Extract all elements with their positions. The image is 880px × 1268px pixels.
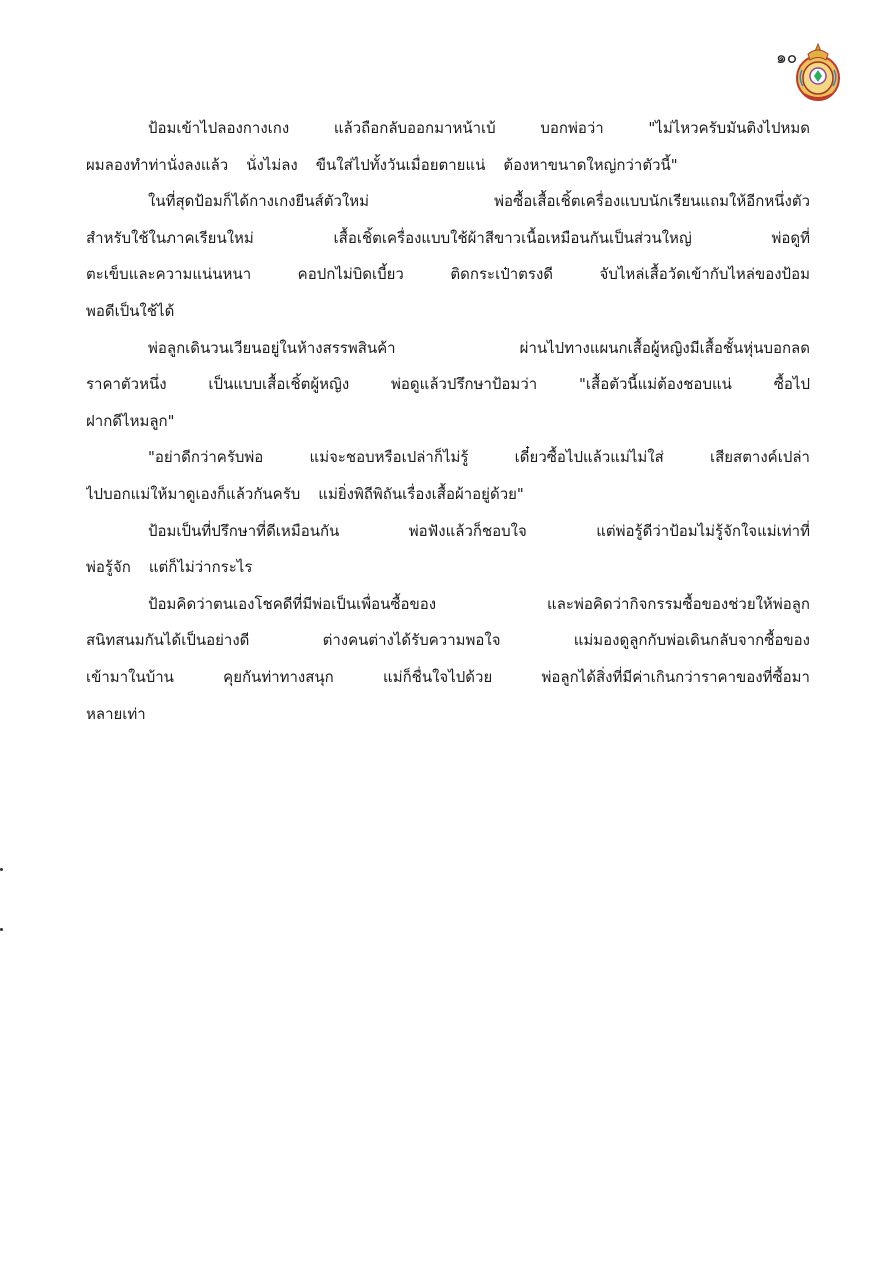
paragraph (86, 513, 810, 586)
text-segment: พ่อดูแล้วปรึกษาป้อมว่า (391, 375, 538, 394)
text-line (86, 439, 810, 476)
text-segment: เสื้อเชิ้ตเครื่องแบบใช้ผ้าสีขาวเนื้อเหมือนกันเป็นส่วนใหญ่ (333, 228, 692, 247)
text-line (86, 476, 810, 513)
text-line (86, 622, 810, 659)
text-segment: และพ่อคิดว่ากิจกรรมซื้อของช่วยให้พ่อลูก (547, 594, 810, 613)
text-line (86, 366, 810, 403)
text-segment: พ่อฟังแล้วก็ชอบใจ (408, 521, 527, 540)
text-segment: ผ่านไปทางแผนกเสื้อผู้หญิงมีเสื้อชั้นหุ่นบอกลด (519, 338, 810, 357)
text-line (86, 147, 810, 184)
text-segment: ผมลองทำท่านั่งลงแล้ว (86, 155, 229, 174)
text-segment: พ่อซื้อเสื้อเชิ้ตเครื่องแบบนักเรียนแถมให้อีกหนึ่งตัว (494, 192, 810, 211)
text-segment: สำหรับใช้ในภาคเรียนใหม่ (86, 228, 254, 247)
text-segment: พ่อรู้จัก (86, 558, 131, 577)
text-segment: "เสื้อตัวนี้แม่ต้องชอบแน่ (579, 375, 732, 394)
page-number: ๑๐ (776, 48, 798, 68)
text-segment: บอกพ่อว่า (540, 119, 604, 137)
text-segment: พ่อลูกเดินวนเวียนอยู่ในห้างสรรพสินค้า (148, 338, 396, 357)
text-segment: ติดกระเป๋าตรงดี (450, 265, 554, 284)
text-line (86, 293, 810, 330)
margin-mark (0, 868, 3, 871)
text-segment: จับไหล่เสื้อวัดเข้ากับไหล่ของป้อม (599, 265, 810, 284)
text-segment: ป้อมเข้าไปลองกางเกง (148, 119, 290, 137)
text-segment: เข้ามาในบ้าน (86, 667, 174, 686)
text-line (86, 549, 810, 586)
text-segment: แต่ก็ไม่ว่ากระไร (148, 558, 253, 577)
text-segment: พอดีเป็นใช้ได้ (86, 301, 175, 320)
text-line (86, 183, 810, 220)
text-segment: ฝากดีไหมลูก" (86, 411, 175, 430)
text-segment: "อย่าดีกว่าครับพ่อ (148, 448, 264, 467)
paragraph (86, 586, 810, 732)
text-segment: ราคาตัวหนึ่ง (86, 375, 167, 394)
text-segment: ตะเข็บและความแน่นหนา (86, 265, 252, 284)
margin-mark (0, 928, 3, 931)
paragraph (86, 330, 810, 440)
text-segment: แม่มองดูลูกกับพ่อเดินกลับจากซื้อของ (573, 631, 810, 650)
text-segment: หลายเท่า (86, 704, 146, 723)
text-segment: ขืนใส่ไปทั้งวันเมื่อยตายแน่ (315, 155, 486, 174)
text-segment: แม่ยิ่งพิถีพิถันเรื่องเสื้อผ้าอยู่ด้วย" (318, 484, 524, 503)
text-segment: สนิทสนมกันได้เป็นอย่างดี (86, 631, 250, 650)
text-segment: ไปบอกแม่ให้มาดูเองก็แล้วกันครับ (86, 484, 301, 503)
text-line (86, 659, 810, 696)
school-emblem-icon (794, 40, 842, 104)
text-segment: แม่จะชอบหรือเปล่าก็ไม่รู้ (309, 448, 469, 467)
text-line (86, 696, 810, 733)
text-segment: แล้วถือกลับออกมาหน้าเบ้ (333, 119, 496, 137)
text-segment: ซื้อไป (773, 375, 810, 394)
text-line (86, 220, 810, 257)
text-segment: "ไม่ไหวครับมันติงไปหมด (648, 119, 810, 137)
text-segment: ป้อมคิดว่าตนเองโชคดีที่มีพ่อเป็นเพื่อนซื้อของ (148, 594, 437, 613)
text-segment: คอปกไม่บิดเบี้ยว (297, 265, 404, 284)
text-segment: เป็นแบบเสื้อเชิ้ตผู้หญิง (208, 375, 350, 394)
text-segment: แต่พ่อรู้ดีว่าป้อมไม่รู้จักใจแม่เท่าที่ (596, 521, 810, 540)
text-segment: พ่อดูที่ (771, 228, 810, 247)
text-segment: ต้องหาขนาดใหญ่กว่าตัวนี้" (503, 155, 678, 174)
text-line (86, 586, 810, 623)
text-line (86, 110, 810, 147)
text-segment: แม่ก็ชื่นใจไปด้วย (383, 667, 493, 686)
text-line (86, 256, 810, 293)
text-segment: ต่างคนต่างได้รับความพอใจ (322, 631, 501, 650)
text-segment: พ่อลูกได้สิ่งที่มีค่าเกินกว่าราคาของที่ซื้อมา (541, 667, 810, 686)
paragraph (86, 183, 810, 329)
text-segment: เสียสตางค์เปล่า (709, 448, 810, 467)
text-segment: นั่งไม่ลง (246, 155, 298, 174)
text-segment: ป้อมเป็นที่ปรึกษาที่ดีเหมือนกัน (148, 521, 340, 540)
text-line (86, 403, 810, 440)
text-segment: ในที่สุดป้อมก็ได้กางเกงยีนส์ตัวใหม่ (148, 192, 369, 211)
text-segment: เดี๋ยวซื้อไปแล้วแม่ไม่ใส่ (514, 448, 664, 467)
paragraph (86, 439, 810, 512)
paragraph (86, 110, 810, 183)
text-line (86, 330, 810, 367)
body-text (86, 110, 810, 732)
text-line (86, 513, 810, 550)
text-segment: คุยกันท่าทางสนุก (223, 667, 334, 686)
